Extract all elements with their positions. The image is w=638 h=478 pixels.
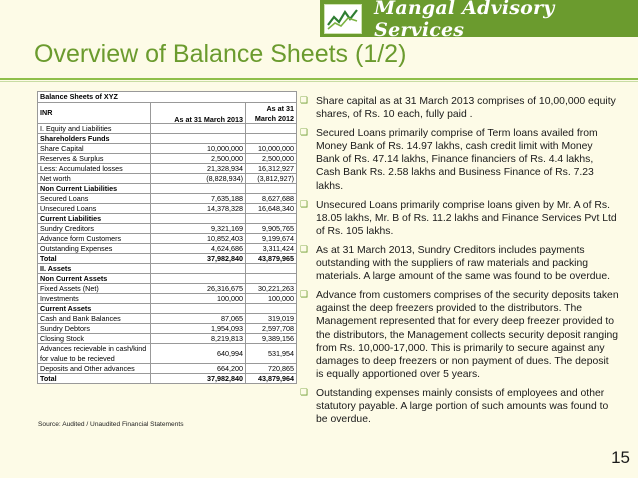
bullet-square-icon: ❏: [300, 96, 309, 106]
value-2012: 9,199,674: [246, 234, 297, 244]
title-divider: [0, 78, 638, 80]
page-title: Overview of Balance Sheets (1/2): [34, 40, 407, 68]
row-label: Share Capital: [38, 144, 151, 154]
value-2012: [246, 124, 297, 134]
row-label: Secured Loans: [38, 194, 151, 204]
table-header-row: [38, 103, 297, 124]
value-2013: 37,982,840: [151, 374, 246, 384]
row-label: Current Assets: [38, 304, 151, 314]
value-2013: 9,321,169: [151, 224, 246, 234]
value-2012: [246, 304, 297, 314]
value-2012: [246, 184, 297, 194]
value-2012: 30,221,263: [246, 284, 297, 294]
table-row: [38, 204, 297, 214]
row-label: Advances recievable in cash/kind for value to be recieved: [38, 344, 151, 364]
row-label: Net worth: [38, 174, 151, 184]
table-row: [38, 164, 297, 174]
value-2012: 16,648,340: [246, 204, 297, 214]
table-row: [38, 274, 297, 284]
table-row: [38, 294, 297, 304]
row-label: Unsecured Loans: [38, 204, 151, 214]
value-2013: 100,000: [151, 294, 246, 304]
bullet-square-icon: ❏: [300, 199, 309, 210]
bullet-text: Share capital as at 31 March 2013 comprises of 10,00,000 equity shares, of Rs. 10 each, fully paid .: [316, 96, 616, 121]
table-row: [38, 154, 297, 164]
table-row: [38, 244, 297, 254]
bullet-square-icon: ❏: [300, 290, 309, 301]
value-2012: 43,879,964: [246, 374, 297, 384]
bullet-text: Secured Loans primarily comprise of Term loans availed from Money Bank of Rs. 14.97 lakhs, cash credit limit with Money Bank of Rs. 47.14 lakhs, Finance financiers of Rs. 4.4 lakhs, Cash Bank Rs. 2.58 lakhs and Business Finance of Rs. 7.23 lakhs.: [316, 128, 598, 192]
value-2012: 10,000,000: [246, 144, 297, 154]
table-row: [38, 314, 297, 324]
unit-label: INR: [38, 103, 151, 124]
value-2013: 10,000,000: [151, 144, 246, 154]
value-2012: 100,000: [246, 294, 297, 304]
row-label: Total: [38, 374, 151, 384]
row-label: Closing Stock: [38, 334, 151, 344]
value-2012: [246, 214, 297, 224]
row-label: Sundry Debtors: [38, 324, 151, 334]
row-label: Deposits and Other advances: [38, 364, 151, 374]
table-row: [38, 144, 297, 154]
row-label: Less: Accumulated losses: [38, 164, 151, 174]
table-row: [38, 334, 297, 344]
value-2013: 21,328,934: [151, 164, 246, 174]
table-row: [38, 304, 297, 314]
table-row: [38, 134, 297, 144]
table-row: [38, 344, 297, 364]
page-number: 15: [611, 448, 630, 467]
value-2013: 10,852,403: [151, 234, 246, 244]
table-row: [38, 284, 297, 294]
bullet-item: [297, 387, 619, 426]
value-2013: 2,500,000: [151, 154, 246, 164]
value-2013: (8,828,934): [151, 174, 246, 184]
balance-sheet-table: [37, 91, 297, 384]
row-label: Reserves & Surplus: [38, 154, 151, 164]
value-2013: 26,316,675: [151, 284, 246, 294]
value-2013: 640,994: [151, 344, 246, 364]
bullet-text: Outstanding expenses mainly consists of employees and other statutory payable. A large portion of such amounts was found to be overdue.: [316, 387, 609, 426]
table-source-note: Source: Audited / Unaudited Financial Statements: [38, 421, 184, 428]
value-2012: 16,312,927: [246, 164, 297, 174]
value-2013: 37,982,840: [151, 254, 246, 264]
value-2012: 43,879,965: [246, 254, 297, 264]
row-label: Total: [38, 254, 151, 264]
bullet-item: [297, 244, 619, 283]
logo-text: Mangal Advisory Services: [374, 0, 555, 41]
col-header-2012: [246, 103, 297, 124]
value-2012: 319,019: [246, 314, 297, 324]
value-2013: [151, 134, 246, 144]
value-2012: 531,954: [246, 344, 297, 364]
value-2013: 4,624,686: [151, 244, 246, 254]
value-2013: [151, 304, 246, 314]
table-row: [38, 184, 297, 194]
bullet-square-icon: ❏: [300, 128, 309, 139]
table-row: [38, 264, 297, 274]
bullet-text: Advance from customers comprises of the security deposits taken against the deep freezers provided to the distributors. The Management represented that for every deep freezer provided to the distributors, the Management collects security deposit ranging from Rs. 10,000-17,000. This is primarily to secure against any damages to deep freezers or non payment of dues. The deposit is equally apportioned over 5 years.: [316, 290, 619, 380]
table-caption-row: [38, 92, 297, 103]
bullet-text: Unsecured Loans primarily comprise loans given by Mr. A of Rs. 18.05 lakhs, Mr. B of Rs. 11.2 lakhs and Finance Services Pvt Ltd of Rs. 105 lakhs.: [316, 199, 617, 237]
col-header-2012-line1: As at 31: [266, 104, 295, 114]
value-2013: 87,065: [151, 314, 246, 324]
value-2013: 1,954,093: [151, 324, 246, 334]
value-2013: [151, 274, 246, 284]
table-row: [38, 124, 297, 134]
table-row: [38, 234, 297, 244]
table-row: [38, 214, 297, 224]
col-header-2012-line2: March 2012: [254, 113, 295, 123]
value-2012: 8,627,688: [246, 194, 297, 204]
row-label: Current Liabilities: [38, 214, 151, 224]
value-2013: [151, 264, 246, 274]
bullet-item: [297, 95, 619, 121]
value-2012: [246, 274, 297, 284]
bullet-square-icon: ❏: [300, 387, 309, 398]
value-2012: [246, 264, 297, 274]
value-2013: 14,378,328: [151, 204, 246, 214]
table-row: [38, 364, 297, 374]
row-label: Investments: [38, 294, 151, 304]
title-divider-secondary: [0, 81, 638, 82]
row-label: Outstanding Expenses: [38, 244, 151, 254]
row-label: Fixed Assets (Net): [38, 284, 151, 294]
table-row: [38, 324, 297, 334]
bullet-item: [297, 199, 619, 238]
value-2012: 9,905,765: [246, 224, 297, 234]
value-2013: 7,635,188: [151, 194, 246, 204]
table-row: [38, 374, 297, 384]
row-label: Non Current Liabilities: [38, 184, 151, 194]
value-2012: 2,597,708: [246, 324, 297, 334]
value-2012: 3,311,424: [246, 244, 297, 254]
value-2013: [151, 124, 246, 134]
row-label: Cash and Bank Balances: [38, 314, 151, 324]
value-2012: [246, 134, 297, 144]
table-row: [38, 224, 297, 234]
value-2013: [151, 184, 246, 194]
table-caption: Balance Sheets of XYZ: [38, 92, 297, 103]
value-2013: 664,200: [151, 364, 246, 374]
table-row: [38, 254, 297, 264]
value-2012: 720,865: [246, 364, 297, 374]
bullet-item: [297, 289, 619, 381]
row-label: II. Assets: [38, 264, 151, 274]
table-row: [38, 174, 297, 184]
bullet-text: As at 31 March 2013, Sundry Creditors includes payments outstanding with the suppliers of raw materials and packing materials. A large amount of the same was found to be overdue.: [316, 244, 610, 283]
table-row: [38, 194, 297, 204]
value-2012: 2,500,000: [246, 154, 297, 164]
row-label: I. Equity and Liabilities: [38, 124, 151, 134]
row-label: Shareholders Funds: [38, 134, 151, 144]
row-label: Non Current Assets: [38, 274, 151, 284]
value-2012: 9,389,156: [246, 334, 297, 344]
value-2013: 8,219,813: [151, 334, 246, 344]
chart-logo-icon: [324, 4, 362, 34]
col-header-2013: As at 31 March 2013: [151, 103, 246, 124]
bullet-item: [297, 127, 619, 192]
row-label: Sundry Creditors: [38, 224, 151, 234]
bullet-square-icon: ❏: [300, 244, 309, 255]
bullet-list: [297, 95, 619, 432]
logo-banner: [320, 0, 638, 41]
row-label: Advance form Customers: [38, 234, 151, 244]
value-2012: (3,812,927): [246, 174, 297, 184]
value-2013: [151, 214, 246, 224]
